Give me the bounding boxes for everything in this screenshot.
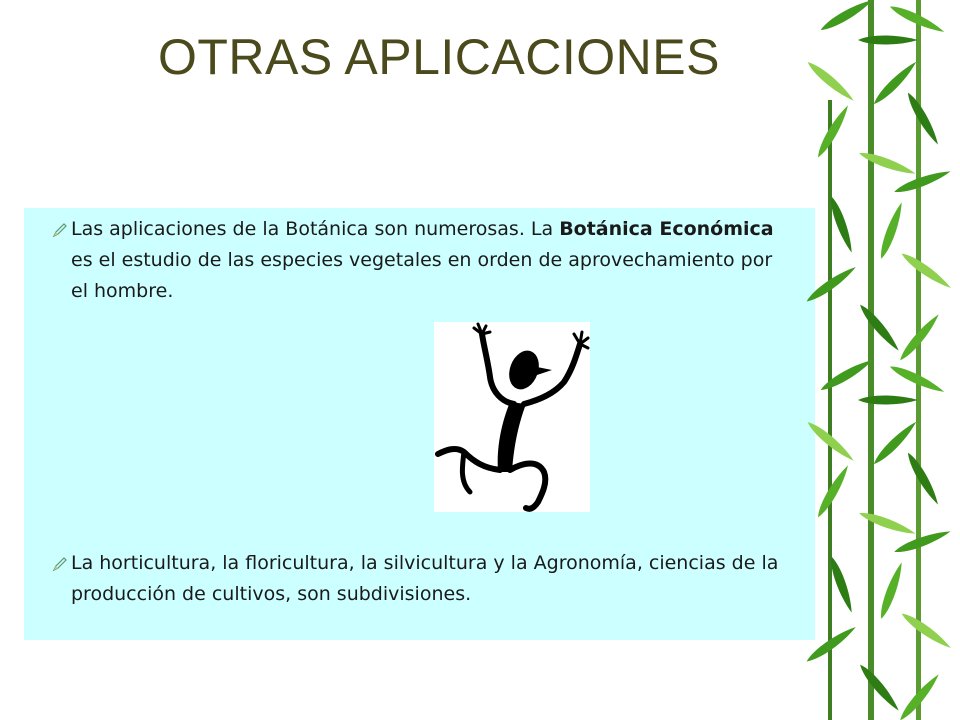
bullet-item	[24, 548, 784, 610]
bullet-item	[24, 214, 784, 307]
bullet-text-bold: Botánica Económica	[559, 218, 774, 240]
stick-figure-image	[434, 322, 590, 512]
content-box	[24, 208, 815, 640]
bullet-text-before: Las aplicaciones de la Botánica son numerosas. La	[71, 218, 560, 240]
dancing-figure-clipart	[434, 322, 590, 512]
bullet-text-after: es el estudio de las especies vegetales en orden de aprovechamiento por el hombre.	[71, 249, 773, 302]
bamboo-leaves-decoration	[798, 0, 960, 720]
pencil-icon	[52, 222, 68, 238]
pencil-icon	[52, 556, 68, 572]
slide-title: OTRAS APLICACIONES	[158, 29, 720, 85]
bullet-text	[71, 214, 784, 307]
bullet-text: La horticultura, la floricultura, la silvicultura y la Agronomía, ciencias de la producción de cultivos, son subdivisiones.	[71, 552, 779, 605]
